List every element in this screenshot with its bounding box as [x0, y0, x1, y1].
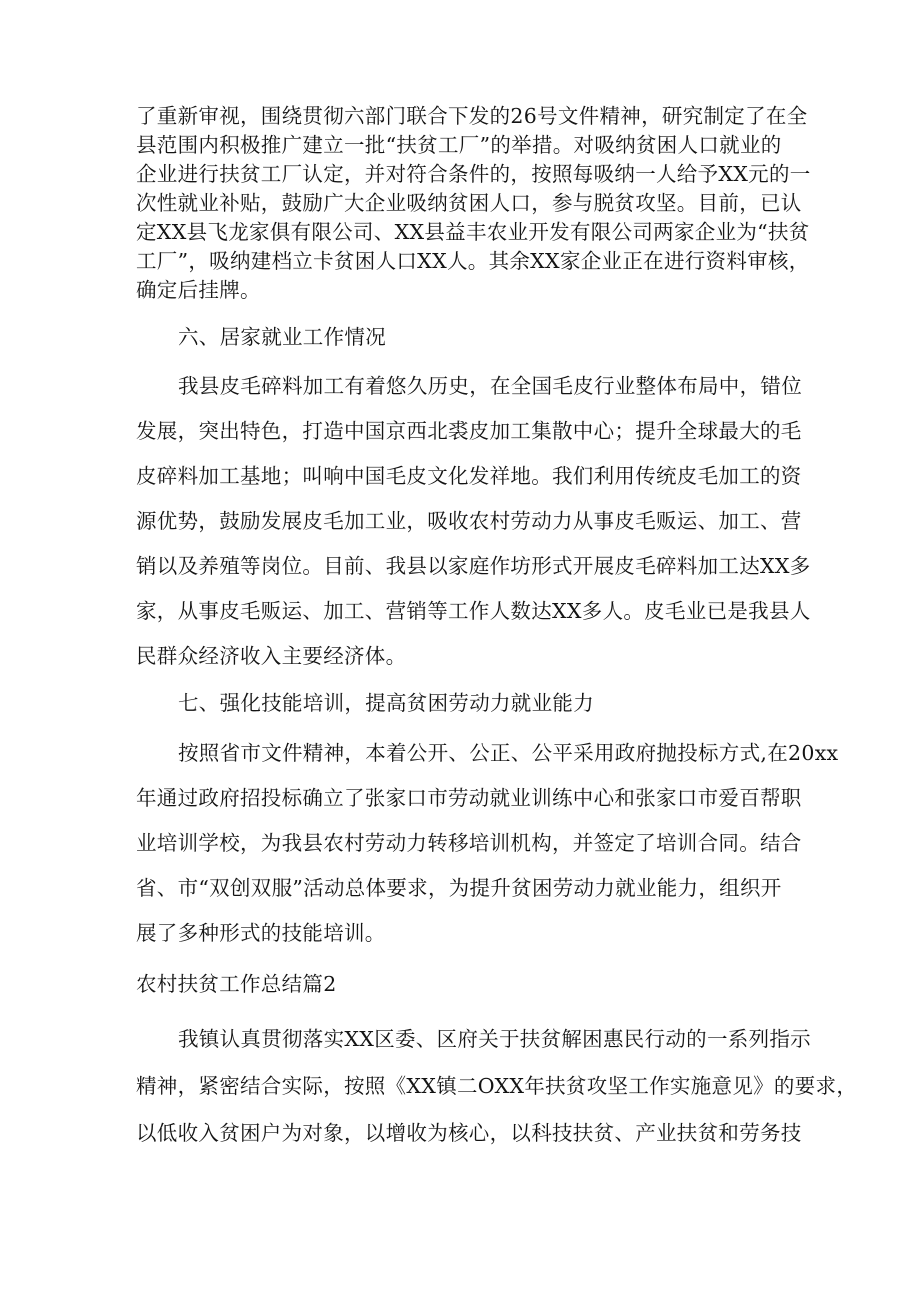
- text-line: 发展，突出特色，打造中国京西北裘皮加工集散中心；提升全球最大的毛: [136, 419, 802, 443]
- text-line: 确定后挂牌。: [136, 278, 261, 302]
- section-heading-seven: 七、强化技能培训，提高贫困劳动力就业能力: [178, 691, 594, 715]
- text-line: 年通过政府招投标确立了张家口市劳动就业训练中心和张家口市爱百帮职: [136, 786, 802, 810]
- text-line: 精神，紧密结合实际，按照《XX镇二OXX年扶贫攻坚工作实施意见》的要求，: [136, 1074, 858, 1098]
- article-title: 农村扶贫工作总结篇2: [136, 972, 337, 996]
- text-line: 我县皮毛碎料加工有着悠久历史，在全国毛皮行业整体布局中，错位: [178, 374, 802, 398]
- text-line: 定XX县飞龙家俱有限公司、XX县益丰农业开发有限公司两家企业为“扶贫: [136, 220, 810, 244]
- text-line: 展了多种形式的技能培训。: [136, 921, 386, 945]
- text-line: 民群众经济收入主要经济体。: [136, 644, 407, 668]
- text-line: 家，从事皮毛贩运、加工、营销等工作人数达XX多人。皮毛业已是我县人: [136, 599, 811, 623]
- text-line: 业培训学校，为我县农村劳动力转移培训机构，并签定了培训合同。结合: [136, 831, 802, 855]
- text-line: 省、市“双创双服”活动总体要求，为提升贫困劳动力就业能力，组织开: [136, 876, 782, 900]
- text-line: 县范围内积极推广建立一批“扶贫工厂”的举措。对吸纳贫困人口就业的: [136, 133, 782, 157]
- text-line: 按照省市文件精神，本着公开、公正、公平采用政府抛投标方式,在20xx: [178, 741, 839, 765]
- text-line: 工厂”，吸纳建档立卡贫困人口XX人。其余XX家企业正在进行资料审核，: [136, 249, 810, 273]
- text-line: 次性就业补贴，鼓励广大企业吸纳贫困人口，参与脱贫攻坚。目前，已认: [136, 191, 802, 215]
- text-line: 企业进行扶贫工厂认定，并对符合条件的，按照每吸纳一人给予XX元的一: [136, 162, 811, 186]
- section-heading-six: 六、居家就业工作情况: [178, 325, 386, 349]
- text-line: 皮碎料加工基地；叫响中国毛皮文化发祥地。我们利用传统皮毛加工的资: [136, 464, 802, 488]
- text-line: 以低收入贫困户为对象，以增收为核心，以科技扶贫、产业扶贫和劳务技: [136, 1121, 802, 1145]
- text-line: 了重新审视，围绕贯彻六部门联合下发的26号文件精神，研究制定了在全: [136, 104, 808, 128]
- text-line: 我镇认真贯彻落实XX区委、区府关于扶贫解困惠民行动的一系列指示: [178, 1027, 811, 1051]
- text-line: 源优势，鼓励发展皮毛加工业，吸收农村劳动力从事皮毛贩运、加工、营: [136, 509, 802, 533]
- text-line: 销以及养殖等岗位。目前、我县以家庭作坊形式开展皮毛碎料加工达XX多: [136, 554, 811, 578]
